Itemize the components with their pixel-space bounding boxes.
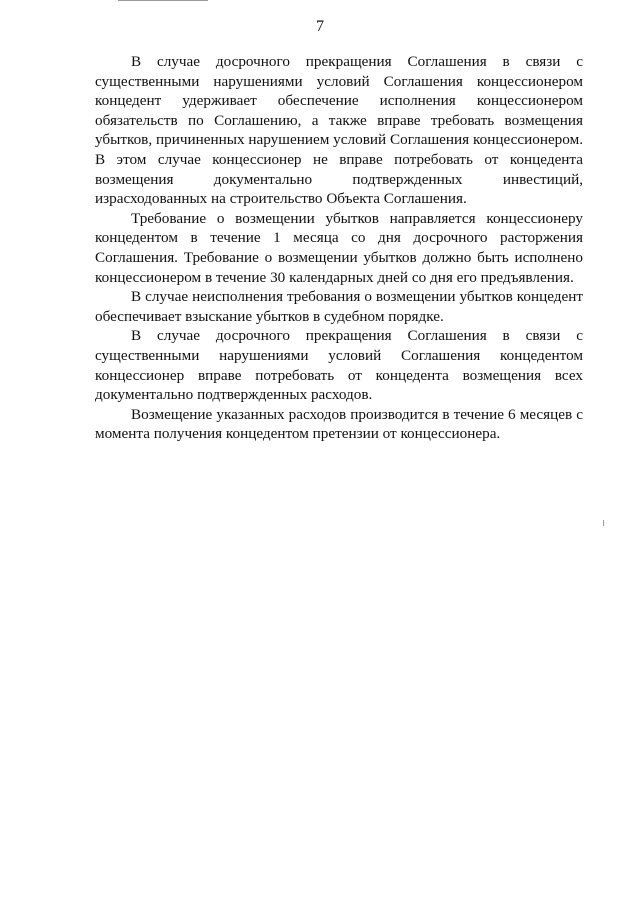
- paragraph-reimbursement-period: Возмещение указанных расходов производится в течение 6 месяцев с момента получения концедентом претензии от концессионера.: [95, 405, 583, 443]
- paragraph-early-termination-grantor: В случае досрочного прекращения Соглашения в связи с существенными нарушениями условий Соглашения концедентом концессионер вправе потребовать от концедента возмещения всех документально подтвержденных расходов.: [95, 327, 583, 404]
- scan-artifact-right: [603, 520, 604, 526]
- paragraph-early-termination-concessionaire: В случае досрочного прекращения Соглашения в связи с существенными нарушениями условий Соглашения концессионером концедент удерживает обеспечение исполнения концессионером обязательств по Соглашению, а также вправе требовать возмещения убытков, причиненных нарушением условий Соглашения концессионером. В этом случае концессионер не вправе потребовать от концедента возмещения документально подтвержденных инвестиций, израсходованных на строительство Объекта Соглашения.: [95, 53, 583, 208]
- paragraph-judicial-recovery: В случае неисполнения требования о возмещении убытков концедент обеспечивает взыскание убытков в судебном порядке.: [95, 288, 583, 325]
- paragraph-damages-claim: Требование о возмещении убытков направляется концессионеру концедентом в течение 1 месяца со дня досрочного расторжения Соглашения. Требование о возмещении убытков должно быть исполнено концессионером в течение 30 календарных дней со дня его предъявления.: [95, 209, 583, 286]
- document-body: [95, 52, 583, 444]
- scan-artifact-top: [118, 0, 208, 1]
- page-number: 7: [316, 18, 324, 35]
